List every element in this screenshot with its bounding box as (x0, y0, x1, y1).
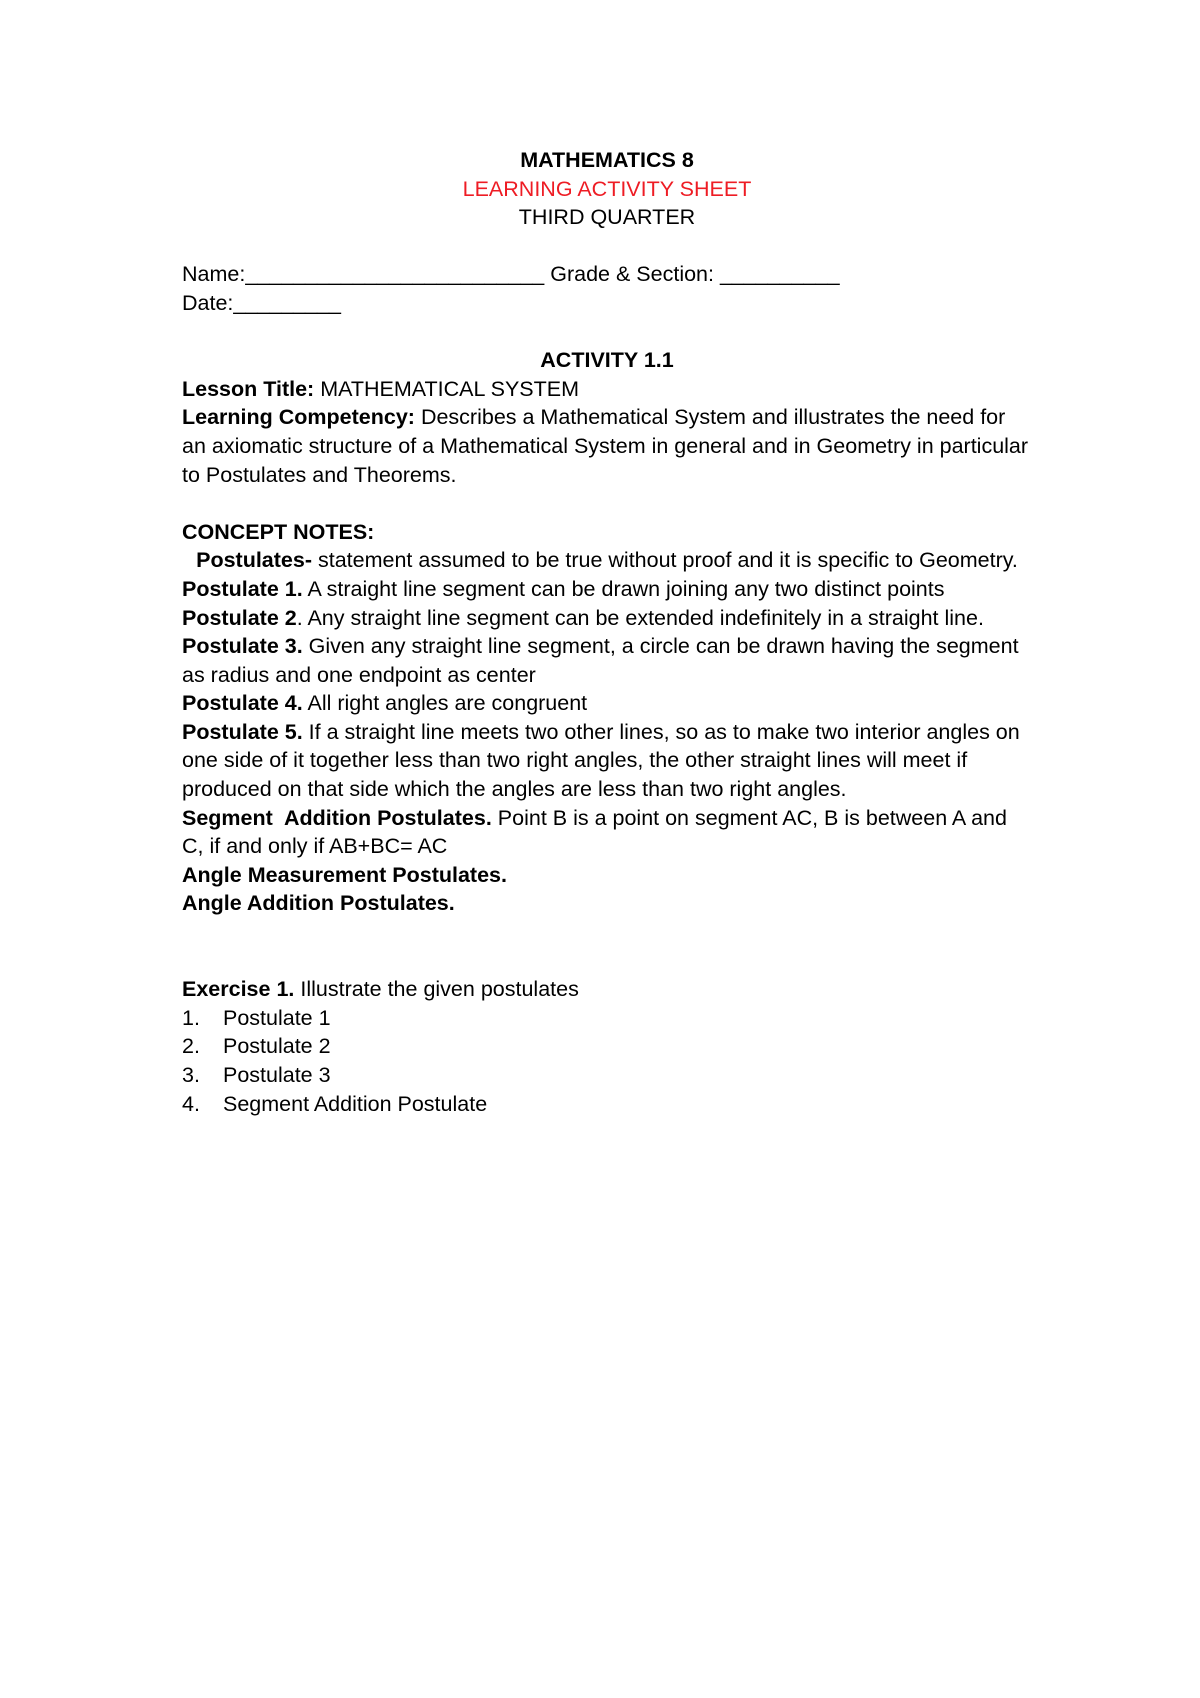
date-line (182, 289, 1032, 318)
postulate-text: A straight line segment can be drawn joining any two distinct points (307, 576, 945, 601)
list-item-text: Postulate 3 (223, 1063, 331, 1087)
postulate-label: Angle Addition Postulates. (182, 891, 455, 916)
subject-title: MATHEMATICS 8 (520, 148, 694, 172)
postulate-item (182, 575, 1032, 604)
learning-competency (182, 403, 1032, 489)
postulate-label: Postulate 4. (182, 691, 303, 716)
concept-notes-heading: CONCEPT NOTES: (182, 519, 375, 544)
quarter-title: THIRD QUARTER (518, 205, 696, 230)
postulate-label: Postulate 3. (182, 634, 303, 659)
lesson-title-label: Lesson Title: (182, 376, 315, 401)
list-item (182, 1061, 1032, 1090)
postulate-item (182, 604, 1032, 633)
sheet-type-title: LEARNING ACTIVITY SHEET (462, 176, 752, 201)
name-blank: _________________________ (245, 262, 545, 287)
document-page (182, 146, 1032, 1118)
activity-title: ACTIVITY 1.1 (540, 348, 674, 373)
date-label: Date: (182, 290, 234, 315)
postulate-item (182, 632, 1032, 689)
lesson-title-value: MATHEMATICAL SYSTEM (320, 376, 580, 401)
postulate-item (182, 689, 1032, 718)
postulate-text: All right angles are congruent (307, 691, 588, 716)
list-item-number: 4. (182, 1091, 200, 1116)
lesson-title-line (182, 375, 1032, 404)
postulate-item (182, 861, 1032, 890)
postulates-definition (182, 546, 1032, 575)
postulate-text: . Any straight line segment can be extended indefinitely in a straight line. (296, 605, 984, 630)
list-item (182, 1090, 1032, 1119)
postulate-label: Angle Measurement Postulates. (182, 862, 507, 887)
list-item-text: Postulate 2 (223, 1034, 331, 1059)
list-item-number: 2. (182, 1034, 200, 1059)
exercise-instruction-text: Illustrate the given postulates (300, 977, 579, 1002)
list-item-text: Postulate 1 (223, 1005, 331, 1030)
list-item-number: 1. (182, 1005, 200, 1030)
list-item (182, 1004, 1032, 1033)
postulate-item (182, 718, 1032, 804)
exercise-label: Exercise 1. (182, 977, 295, 1002)
postulate-item (182, 804, 1032, 861)
postulates-term: Postulates- (196, 548, 312, 573)
postulate-label: Postulate 2 (182, 605, 297, 630)
list-item (182, 1032, 1032, 1061)
learning-competency-value: Describes a Mathematical System and illustrates the need for an axiomatic structure of a Mathematical System in general and in Geometry in particular to Postulates and Theorems. (182, 405, 1029, 487)
date-blank: _________ (233, 290, 342, 315)
postulate-label: Segment Addition Postulates. (182, 805, 492, 830)
postulate-text: Point B is a point on segment AC, B is between A and C, if and only if AB+BC= AC (182, 805, 1007, 859)
list-item-number: 3. (182, 1063, 200, 1087)
grade-blank: __________ (719, 262, 840, 287)
postulate-text: Given any straight line segment, a circle can be drawn having the segment as radius and one endpoint as center (182, 634, 1019, 687)
exercise-list (182, 1004, 1032, 1118)
learning-competency-label: Learning Competency: (182, 405, 415, 430)
postulate-text: If a straight line meets two other lines, so as to make two interior angles on one side of it together less than two right angles, the other straight lines will meet if produced on that side which the angles are less than two right angles. (182, 719, 1020, 802)
postulate-label: Postulate 1. (182, 576, 303, 601)
list-item-text: Segment Addition Postulate (223, 1091, 488, 1116)
postulates-definition-text: statement assumed to be true without proof and it is specific to Geometry. (317, 548, 1018, 573)
exercise-instruction (182, 975, 1032, 1004)
name-label: Name: (182, 262, 246, 287)
grade-label: Grade & Section: (550, 262, 714, 287)
postulate-label: Postulate 5. (182, 719, 303, 744)
name-grade-line (182, 260, 1032, 289)
postulate-item (182, 889, 1032, 918)
